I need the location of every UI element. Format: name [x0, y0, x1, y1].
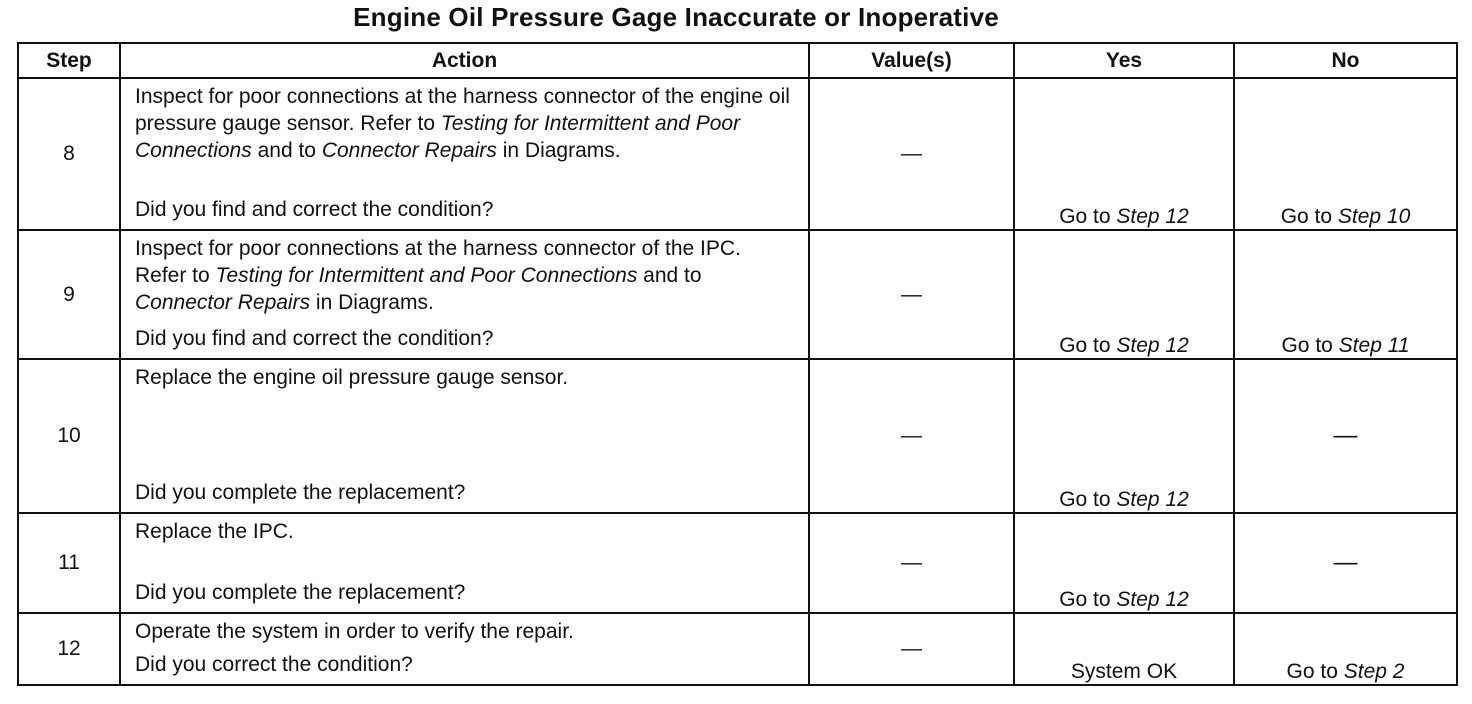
yes-result-step-ref: Step 12 — [1116, 205, 1189, 228]
instruction-text: in Diagrams. — [496, 139, 621, 162]
no-result-prefix: Go to — [1286, 660, 1344, 683]
no-result — [1234, 359, 1457, 513]
header-values: Value(s) — [809, 43, 1014, 78]
step-number: 8 — [18, 78, 120, 230]
document-reference: Testing for Intermittent and Poor Connections — [215, 264, 638, 287]
action-instruction — [135, 518, 796, 545]
table-row — [18, 78, 1457, 230]
action-instruction — [135, 235, 796, 316]
action-cell — [120, 513, 809, 613]
no-result-step-ref: Step 10 — [1337, 205, 1411, 228]
no-result-text: — — [1333, 549, 1358, 576]
no-result — [1234, 230, 1457, 359]
step-number: 10 — [18, 359, 120, 513]
action-cell — [120, 78, 809, 230]
no-result — [1234, 513, 1457, 613]
yes-result-step-ref: Step 12 — [1116, 334, 1189, 357]
action-content — [121, 360, 808, 512]
no-result-step-ref: Step 11 — [1338, 334, 1410, 357]
action-content — [121, 231, 808, 358]
page-title: Engine Oil Pressure Gage Inaccurate or Inoperative — [353, 2, 999, 32]
instruction-text: Operate the system in order to verify the repair. — [135, 620, 574, 643]
action-question: Did you complete the replacement? — [135, 581, 466, 604]
value-cell: — — [809, 513, 1014, 613]
yes-result-step-ref: Step 12 — [1116, 488, 1189, 511]
action-question: Did you correct the condition? — [135, 653, 413, 676]
value-cell: — — [809, 230, 1014, 359]
instruction-text: Inspect for poor connections at the harness connector of the IPC. Refer to — [135, 237, 741, 287]
yes-result-prefix: Go to — [1059, 334, 1117, 357]
action-question: Did you find and correct the condition? — [135, 327, 494, 350]
yes-result — [1014, 513, 1234, 613]
step-number: 9 — [18, 230, 120, 359]
document-reference: Connector Repairs — [135, 291, 311, 314]
header-action: Action — [120, 43, 809, 78]
value-cell: — — [809, 613, 1014, 685]
yes-result — [1014, 78, 1234, 230]
document-reference: Testing for Intermittent and Poor Connections — [135, 112, 741, 162]
yes-result — [1014, 230, 1234, 359]
action-instruction — [135, 618, 796, 645]
yes-result-step-ref: Step 12 — [1116, 588, 1189, 611]
table-row — [18, 230, 1457, 359]
yes-result — [1014, 359, 1234, 513]
yes-result-prefix: Go to — [1059, 588, 1117, 611]
table-row — [18, 613, 1457, 685]
no-result-prefix: Go to — [1281, 334, 1339, 357]
step-number: 11 — [18, 513, 120, 613]
no-result-step-ref: Step 2 — [1343, 660, 1405, 683]
yes-result-text: System OK — [1070, 660, 1178, 683]
table-row — [18, 513, 1457, 613]
diagnostic-table — [17, 42, 1458, 686]
instruction-text: and to — [251, 139, 322, 162]
instruction-text: and to — [637, 264, 702, 287]
value-cell: — — [809, 78, 1014, 230]
instruction-text: Inspect for poor connections at the harness connector of the engine oil pressure gauge sensor. Refer to — [135, 85, 790, 135]
yes-result-prefix: Go to — [1059, 205, 1117, 228]
no-result — [1234, 78, 1457, 230]
action-instruction — [135, 364, 796, 391]
document-reference: Connector Repairs — [321, 139, 497, 162]
instruction-text: Replace the engine oil pressure gauge sensor. — [135, 366, 569, 389]
value-cell: — — [809, 359, 1014, 513]
action-content — [121, 614, 808, 684]
action-cell — [120, 230, 809, 359]
action-cell — [120, 613, 809, 685]
yes-result — [1014, 613, 1234, 685]
action-content — [121, 514, 808, 612]
step-number: 12 — [18, 613, 120, 685]
header-no: No — [1234, 43, 1457, 78]
instruction-text: in Diagrams. — [310, 291, 434, 314]
action-question: Did you find and correct the condition? — [135, 198, 494, 221]
header-yes: Yes — [1014, 43, 1234, 78]
action-question: Did you complete the replacement? — [135, 481, 466, 504]
table-header-row — [18, 43, 1457, 78]
header-step: Step — [18, 43, 120, 78]
action-instruction — [135, 83, 796, 164]
no-result — [1234, 613, 1457, 685]
action-content — [121, 79, 808, 229]
no-result-text: — — [1333, 422, 1358, 449]
action-cell — [120, 359, 809, 513]
table-body — [18, 78, 1457, 685]
no-result-prefix: Go to — [1280, 205, 1338, 228]
instruction-text: Replace the IPC. — [135, 520, 294, 543]
table-row — [18, 359, 1457, 513]
yes-result-prefix: Go to — [1059, 488, 1117, 511]
